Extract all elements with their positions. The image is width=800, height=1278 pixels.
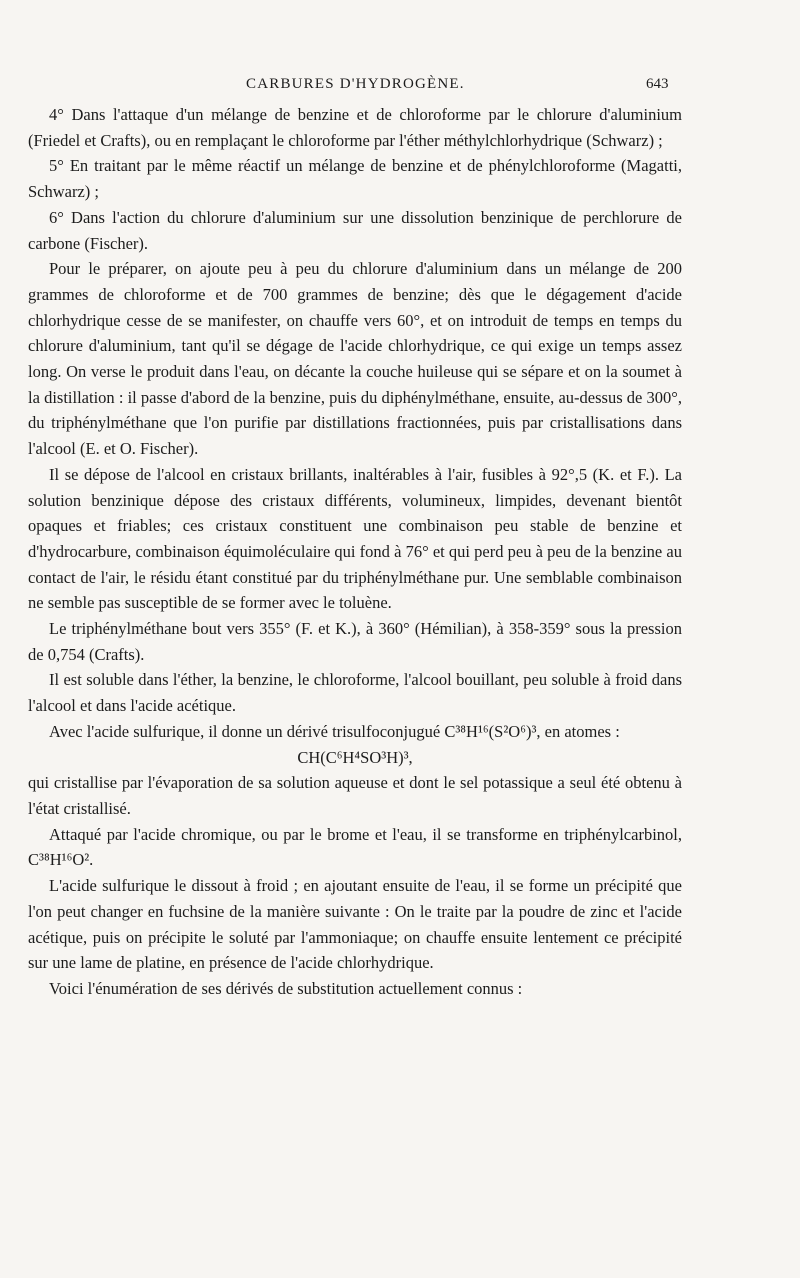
paragraph-boiling-point: Le triphénylméthane bout vers 355° (F. et K.), à 360° (Hémilian), à 358-359° sous la pression de 0,754 (Crafts). (28, 619, 682, 664)
page-header (0, 76, 800, 98)
paragraph-crystallisation: qui cristallise par l'évaporation de sa solution aqueuse et dont le sel potassique a seul été obtenu à l'état cristallisé. (28, 773, 682, 818)
chemical-formula: CH(C⁶H⁴SO³H)³, (297, 747, 413, 767)
paragraph-method-4: 4° Dans l'attaque d'un mélange de benzine et de chloroforme par le chlorure d'aluminium (Friedel et Crafts), ou en remplaçant le chloroforme par l'éther méthylchlorhydrique (Schwarz) ; (28, 105, 682, 150)
paragraph-method-6: 6° Dans l'action du chlorure d'aluminium sur une dissolution benzinique de perchlorure de carbone (Fischer). (28, 207, 682, 253)
paragraph-derivatives-intro: Voici l'énumération de ses dérivés de substitution actuellement connus : (49, 978, 523, 998)
paragraph-solubility: Il est soluble dans l'éther, la benzine, le chloroforme, l'alcool bouillant, peu soluble à froid dans l'alcool et dans l'acide acétique. (28, 670, 682, 716)
paragraph-method-5: 5° En traitant par le même réactif un mélange de benzine et de phénylchloroforme (Magatti, Schwarz) ; (28, 156, 682, 202)
paragraph-crystals: Il se dépose de l'alcool en cristaux brillants, inaltérables à l'air, fusibles à 92°,5 (K. et F.). La solution benzinique dépose des cristaux différents, volumineux, limpides, devenant bientôt opaques et friables; ces cristaux constituent une combinaison peu stable de benzine et d'hydrocarbure, combinaison équimoléculaire qui fond à 76° et qui perd peu à peu de la benzine au contact de l'air, le résidu étant constitué par du triphénylméthane pur. Une semblable combinaison ne semble pas susceptible de se former avec le toluène. (28, 464, 682, 613)
body-text (28, 102, 682, 1002)
paragraph-chromic-acid: Attaqué par l'acide chromique, ou par le brome et l'eau, il se transforme en triphénylcarbinol, C³⁸H¹⁶O². (28, 824, 682, 870)
running-head: CARBURES D'HYDROGÈNE. (246, 76, 465, 92)
paragraph-preparation: Pour le préparer, on ajoute peu à peu du chlorure d'aluminium dans un mélange de 200 grammes de chloroforme et de 700 grammes de benzine; dès que le dégagement d'acide chlorhydrique cesse de se manifester, on chauffe vers 60°, et on introduit de temps en temps du chlorure d'aluminium, tant qu'il se dégage de l'acide chlorhydrique, ce qui exige un temps assez long. On verse le produit dans l'eau, on décante la couche huileuse qui se sépare et on la soumet à la distillation : il passe d'abord de la benzine, puis du diphénylméthane, ensuite, au-dessus de 300°, du triphénylméthane que l'on purifie par distillations fractionnées, puis par cristallisations dans l'alcool (E. et O. Fischer). (28, 259, 682, 459)
paragraph-sulfuric-acid: Avec l'acide sulfurique, il donne un dérivé trisulfoconjugué C³⁸H¹⁶(S²O⁶)³, en atomes : (49, 721, 620, 741)
paragraph-fuchsine: L'acide sulfurique le dissout à froid ; en ajoutant ensuite de l'eau, il se forme un précipité que l'on peut changer en fuchsine de la manière suivante : On le traite par la poudre de zinc et l'acide acétique, puis on précipite le soluté par l'ammoniaque; on chauffe ensuite lentement ce précipité sur une lame de platine, en présence de l'acide chlorhydrique. (28, 876, 682, 973)
page-number: 643 (646, 76, 669, 92)
